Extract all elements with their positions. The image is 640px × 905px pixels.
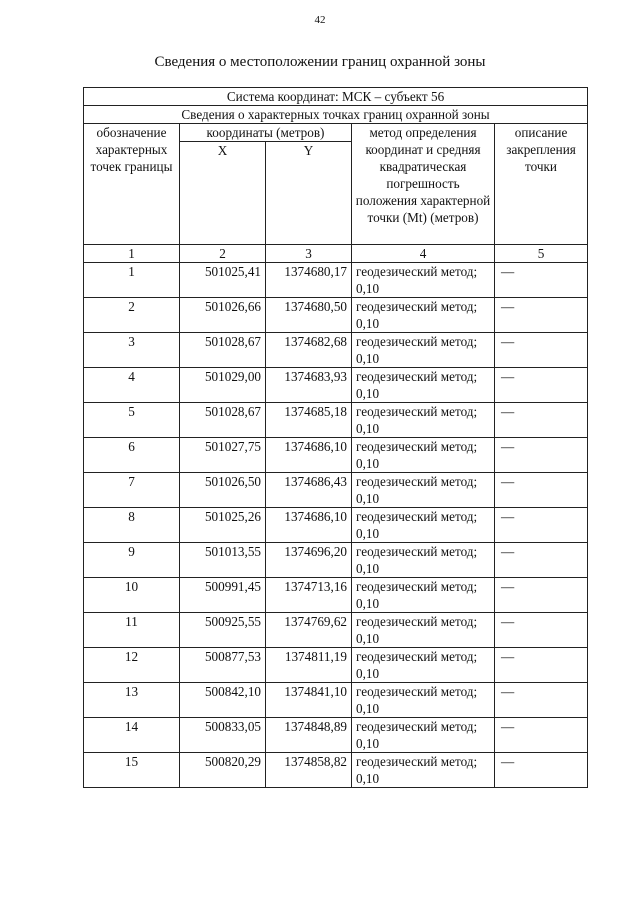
description-cell: — — [495, 648, 588, 683]
header-point-designation: обозначение характерных точек границы — [84, 124, 180, 245]
x-coordinate-cell: 501025,41 — [180, 263, 266, 298]
method-cell: геодезический метод; 0,10 — [352, 753, 495, 788]
description-cell: — — [495, 508, 588, 543]
table-row — [84, 543, 588, 578]
point-number-cell: 13 — [84, 683, 180, 718]
description-cell: — — [495, 718, 588, 753]
x-coordinate-cell: 500877,53 — [180, 648, 266, 683]
description-cell: — — [495, 368, 588, 403]
point-number-cell: 10 — [84, 578, 180, 613]
point-number-cell: 5 — [84, 403, 180, 438]
x-coordinate-cell: 500925,55 — [180, 613, 266, 648]
y-coordinate-cell: 1374680,50 — [266, 298, 352, 333]
point-number-cell: 14 — [84, 718, 180, 753]
table-row — [84, 403, 588, 438]
table-row — [84, 263, 588, 298]
table-row — [84, 333, 588, 368]
point-number-cell: 11 — [84, 613, 180, 648]
table-row — [84, 718, 588, 753]
y-coordinate-cell: 1374682,68 — [266, 333, 352, 368]
header-row-top — [84, 124, 588, 142]
method-cell: геодезический метод; 0,10 — [352, 438, 495, 473]
document-title: Сведения о местоположении границ охранной зоны — [154, 54, 486, 70]
column-number: 1 — [84, 245, 180, 263]
table-row — [84, 753, 588, 788]
x-coordinate-cell: 501013,55 — [180, 543, 266, 578]
method-cell: геодезический метод; 0,10 — [352, 403, 495, 438]
x-coordinate-cell: 501026,66 — [180, 298, 266, 333]
method-cell: геодезический метод; 0,10 — [352, 508, 495, 543]
column-number: 2 — [180, 245, 266, 263]
point-number-cell: 7 — [84, 473, 180, 508]
x-coordinate-cell: 501027,75 — [180, 438, 266, 473]
table-row — [84, 508, 588, 543]
table-row — [84, 648, 588, 683]
method-cell: геодезический метод; 0,10 — [352, 368, 495, 403]
description-cell: — — [495, 473, 588, 508]
point-number-cell: 1 — [84, 263, 180, 298]
column-number-row — [84, 245, 588, 263]
y-coordinate-cell: 1374683,93 — [266, 368, 352, 403]
description-cell: — — [495, 438, 588, 473]
x-coordinate-cell: 500820,29 — [180, 753, 266, 788]
method-cell: геодезический метод; 0,10 — [352, 473, 495, 508]
table-row — [84, 578, 588, 613]
x-coordinate-cell: 501028,67 — [180, 403, 266, 438]
x-coordinate-cell: 501028,67 — [180, 333, 266, 368]
x-coordinate-cell: 500991,45 — [180, 578, 266, 613]
description-cell: — — [495, 683, 588, 718]
description-cell: — — [495, 543, 588, 578]
table-row — [84, 368, 588, 403]
y-coordinate-cell: 1374858,82 — [266, 753, 352, 788]
column-number: 4 — [352, 245, 495, 263]
point-number-cell: 8 — [84, 508, 180, 543]
y-coordinate-cell: 1374686,10 — [266, 508, 352, 543]
y-coordinate-cell: 1374680,17 — [266, 263, 352, 298]
point-number-cell: 12 — [84, 648, 180, 683]
description-cell: — — [495, 753, 588, 788]
description-cell: — — [495, 613, 588, 648]
y-coordinate-cell: 1374696,20 — [266, 543, 352, 578]
point-number-cell: 3 — [84, 333, 180, 368]
method-cell: геодезический метод; 0,10 — [352, 613, 495, 648]
x-coordinate-cell: 501025,26 — [180, 508, 266, 543]
y-coordinate-cell: 1374713,16 — [266, 578, 352, 613]
table-row — [84, 298, 588, 333]
description-cell: — — [495, 578, 588, 613]
coordinate-system-row — [84, 88, 588, 106]
x-coordinate-cell: 500833,05 — [180, 718, 266, 753]
description-cell: — — [495, 333, 588, 368]
point-number-cell: 15 — [84, 753, 180, 788]
column-number: 5 — [495, 245, 588, 263]
column-number: 3 — [266, 245, 352, 263]
table-row — [84, 683, 588, 718]
table-row — [84, 473, 588, 508]
y-coordinate-cell: 1374811,19 — [266, 648, 352, 683]
point-number-cell: 6 — [84, 438, 180, 473]
point-number-cell: 2 — [84, 298, 180, 333]
header-description: описание закрепления точки — [495, 124, 588, 245]
header-x: X — [180, 142, 266, 245]
y-coordinate-cell: 1374686,10 — [266, 438, 352, 473]
page-number: 42 — [314, 14, 326, 26]
x-coordinate-cell: 501026,50 — [180, 473, 266, 508]
description-cell: — — [495, 263, 588, 298]
coordinate-system-label: Система координат: МСК – субъект 56 — [84, 88, 588, 106]
description-cell: — — [495, 298, 588, 333]
y-coordinate-cell: 1374685,18 — [266, 403, 352, 438]
x-coordinate-cell: 501029,00 — [180, 368, 266, 403]
header-coordinates: координаты (метров) — [180, 124, 352, 142]
section-title: Сведения о характерных точках границ охранной зоны — [84, 106, 588, 124]
method-cell: геодезический метод; 0,10 — [352, 718, 495, 753]
method-cell: геодезический метод; 0,10 — [352, 333, 495, 368]
y-coordinate-cell: 1374769,62 — [266, 613, 352, 648]
method-cell: геодезический метод; 0,10 — [352, 298, 495, 333]
section-title-row — [84, 106, 588, 124]
table-row — [84, 613, 588, 648]
method-cell: геодезический метод; 0,10 — [352, 578, 495, 613]
x-coordinate-cell: 500842,10 — [180, 683, 266, 718]
method-cell: геодезический метод; 0,10 — [352, 263, 495, 298]
header-method: метод определения координат и средняя квадратическая погрешность положения характерной точки (Mt) (метров) — [352, 124, 495, 245]
method-cell: геодезический метод; 0,10 — [352, 543, 495, 578]
y-coordinate-cell: 1374848,89 — [266, 718, 352, 753]
point-number-cell: 9 — [84, 543, 180, 578]
method-cell: геодезический метод; 0,10 — [352, 683, 495, 718]
boundary-points-table — [83, 87, 588, 788]
table-row — [84, 438, 588, 473]
y-coordinate-cell: 1374841,10 — [266, 683, 352, 718]
header-y: Y — [266, 142, 352, 245]
method-cell: геодезический метод; 0,10 — [352, 648, 495, 683]
y-coordinate-cell: 1374686,43 — [266, 473, 352, 508]
description-cell: — — [495, 403, 588, 438]
point-number-cell: 4 — [84, 368, 180, 403]
